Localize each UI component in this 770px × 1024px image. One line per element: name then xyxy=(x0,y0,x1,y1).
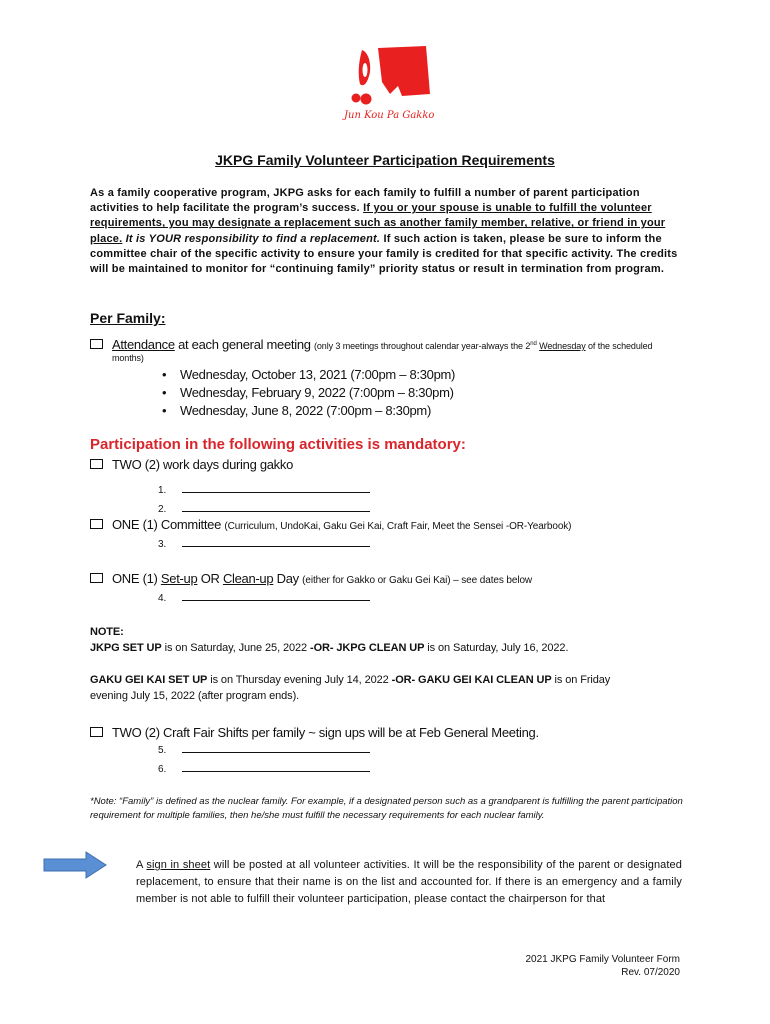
meeting-dates-list xyxy=(162,366,455,420)
note-ggk-cleanup-date: is on Friday xyxy=(551,674,611,686)
blank-field[interactable] xyxy=(182,484,370,493)
note-ggk-setup: GAKU GEI KAI SET UP xyxy=(90,674,208,686)
setup-item xyxy=(90,571,532,586)
sign-sheet-text: will be posted at all volunteer activities. It will be the responsibility of the parent or designated replacement, to ensure that their name is on the list and accounted for. If there is an emergency and a family member is not able to fulfill their volunteer participation, please contact the chairperson for that xyxy=(136,859,682,905)
committee-item xyxy=(90,517,571,532)
attendance-checkbox[interactable] xyxy=(90,339,103,349)
attendance-note-post: of the scheduled xyxy=(585,341,653,351)
committee-label: ONE (1) Committee xyxy=(112,517,225,532)
blank-number: 4. xyxy=(158,593,167,604)
blank-number: 5. xyxy=(158,745,167,756)
attendance-note-cont: months) xyxy=(112,353,144,363)
blank-number: 1. xyxy=(158,485,167,496)
intro-text-4: If such action is taken, please be sure to inform the committee chair of the specific activity to ensure your family is credited for that specific activity. The credits will be maintained to monitor for “continuing family” priority status or result in termination from program. xyxy=(90,232,678,276)
attendance-note-link: Wednesday xyxy=(539,341,586,351)
setup-label-setup: Set-up xyxy=(160,571,198,586)
blank-number: 6. xyxy=(158,764,167,775)
setup-note: (either for Gakko or Gaku Gei Kai) – see dates below xyxy=(302,575,533,586)
note-gakugeikai-cont: evening July 15, 2022 (after program ends). xyxy=(90,690,300,702)
sign-in-sheet-paragraph xyxy=(136,857,682,908)
intro-text-2: If you or your spouse is unable to fulfill the volunteer requirements, you may designate a replacement such as another family member, relative, or friend in your place. xyxy=(90,202,666,245)
per-family-heading: Per Family: xyxy=(90,310,166,326)
note-jkpg-setup: JKPG SET UP xyxy=(90,642,162,654)
footer-revision: Rev. 07/2020 xyxy=(621,967,680,978)
logo-script-text: Jun Kou Pa Gakko xyxy=(344,110,435,121)
sign-sheet-link: sign in sheet xyxy=(146,859,211,871)
mandatory-heading: Participation in the following activities is mandatory: xyxy=(90,436,466,453)
blank-line-3 xyxy=(158,538,370,550)
blank-line-6 xyxy=(158,763,370,775)
workdays-checkbox[interactable] xyxy=(90,459,103,469)
family-definition-note: *Note: “Family” is defined as the nuclear family. For example, if a designated person such as a grandparent is fulfilling the parent participation requirement for multiple families, then he/she must fulfill the necessary requirements for each nuclear family. xyxy=(90,796,683,821)
blank-field[interactable] xyxy=(182,538,370,547)
blank-line-5 xyxy=(158,744,370,756)
workdays-item xyxy=(90,457,293,472)
craft-fair-item xyxy=(90,725,539,740)
attendance-note-sup: nd xyxy=(530,341,537,347)
setup-label-post: Day xyxy=(273,571,303,586)
blank-line-2 xyxy=(158,503,370,515)
page-title: JKPG Family Volunteer Participation Requirements xyxy=(215,152,555,168)
note-ggk-setup-date: is on Thursday evening July 14, 2022 xyxy=(207,674,392,686)
blank-field[interactable] xyxy=(182,592,370,601)
workdays-label: TWO (2) work days during gakko xyxy=(112,457,294,472)
intro-paragraph xyxy=(90,186,690,277)
blank-field[interactable] xyxy=(182,744,370,753)
note-jkpg-cleanup-date: is on Saturday, July 16, 2022. xyxy=(424,642,569,654)
setup-label-cleanup: Clean-up xyxy=(222,571,274,586)
committee-note: (Curriculum, UndoKai, Gaku Gei Kai, Craft Fair, Meet the Sensei -OR-Yearbook) xyxy=(224,521,572,532)
note-heading: NOTE: xyxy=(90,626,124,638)
attendance-note xyxy=(314,341,652,351)
craft-fair-checkbox[interactable] xyxy=(90,727,103,737)
meeting-date: • Wednesday, October 13, 2021 (7:00pm – 8:30pm) xyxy=(162,366,455,384)
sign-sheet-pre: A xyxy=(136,859,147,871)
blank-line-1 xyxy=(158,484,370,496)
committee-checkbox[interactable] xyxy=(90,519,103,529)
setup-label-mid: OR xyxy=(197,571,223,586)
attendance-item xyxy=(90,337,652,352)
meeting-date: • Wednesday, February 9, 2022 (7:00pm – 8:30pm) xyxy=(162,384,455,402)
craft-fair-label: TWO (2) Craft Fair Shifts per family ~ sign ups will be at Feb General Meeting. xyxy=(112,725,539,740)
intro-text-3: It is YOUR responsibility to find a replacement. xyxy=(125,232,381,245)
blank-field[interactable] xyxy=(182,763,370,772)
setup-checkbox[interactable] xyxy=(90,573,103,583)
attendance-label: Attendance xyxy=(112,337,175,352)
note-ggk-cleanup: -OR- GAKU GEI KAI CLEAN UP xyxy=(391,674,552,686)
footer-form-name: 2021 JKPG Family Volunteer Form xyxy=(525,954,680,965)
note-jkpg xyxy=(90,640,568,657)
school-logo xyxy=(338,42,438,132)
setup-label-pre: ONE (1) xyxy=(112,571,161,586)
right-arrow-icon xyxy=(42,850,108,885)
note-jkpg-cleanup: -OR- JKPG CLEAN UP xyxy=(310,642,425,654)
note-jkpg-setup-date: is on Saturday, June 25, 2022 xyxy=(161,642,311,654)
blank-number: 3. xyxy=(158,539,167,550)
blank-line-4 xyxy=(158,592,370,604)
note-gakugeikai xyxy=(90,672,610,689)
meeting-date: • Wednesday, June 8, 2022 (7:00pm – 8:30pm) xyxy=(162,402,455,420)
attendance-rest: at each general meeting xyxy=(174,337,314,352)
intro-text-1: As a family cooperative program, JKPG asks for each family to fulfill a number of parent participation activities to help facilitate the program’s success. xyxy=(90,187,640,215)
blank-field[interactable] xyxy=(182,503,370,512)
blank-number: 2. xyxy=(158,504,167,515)
attendance-note-pre: (only 3 meetings throughout calendar year-always the 2 xyxy=(314,341,531,351)
footer xyxy=(525,953,680,979)
